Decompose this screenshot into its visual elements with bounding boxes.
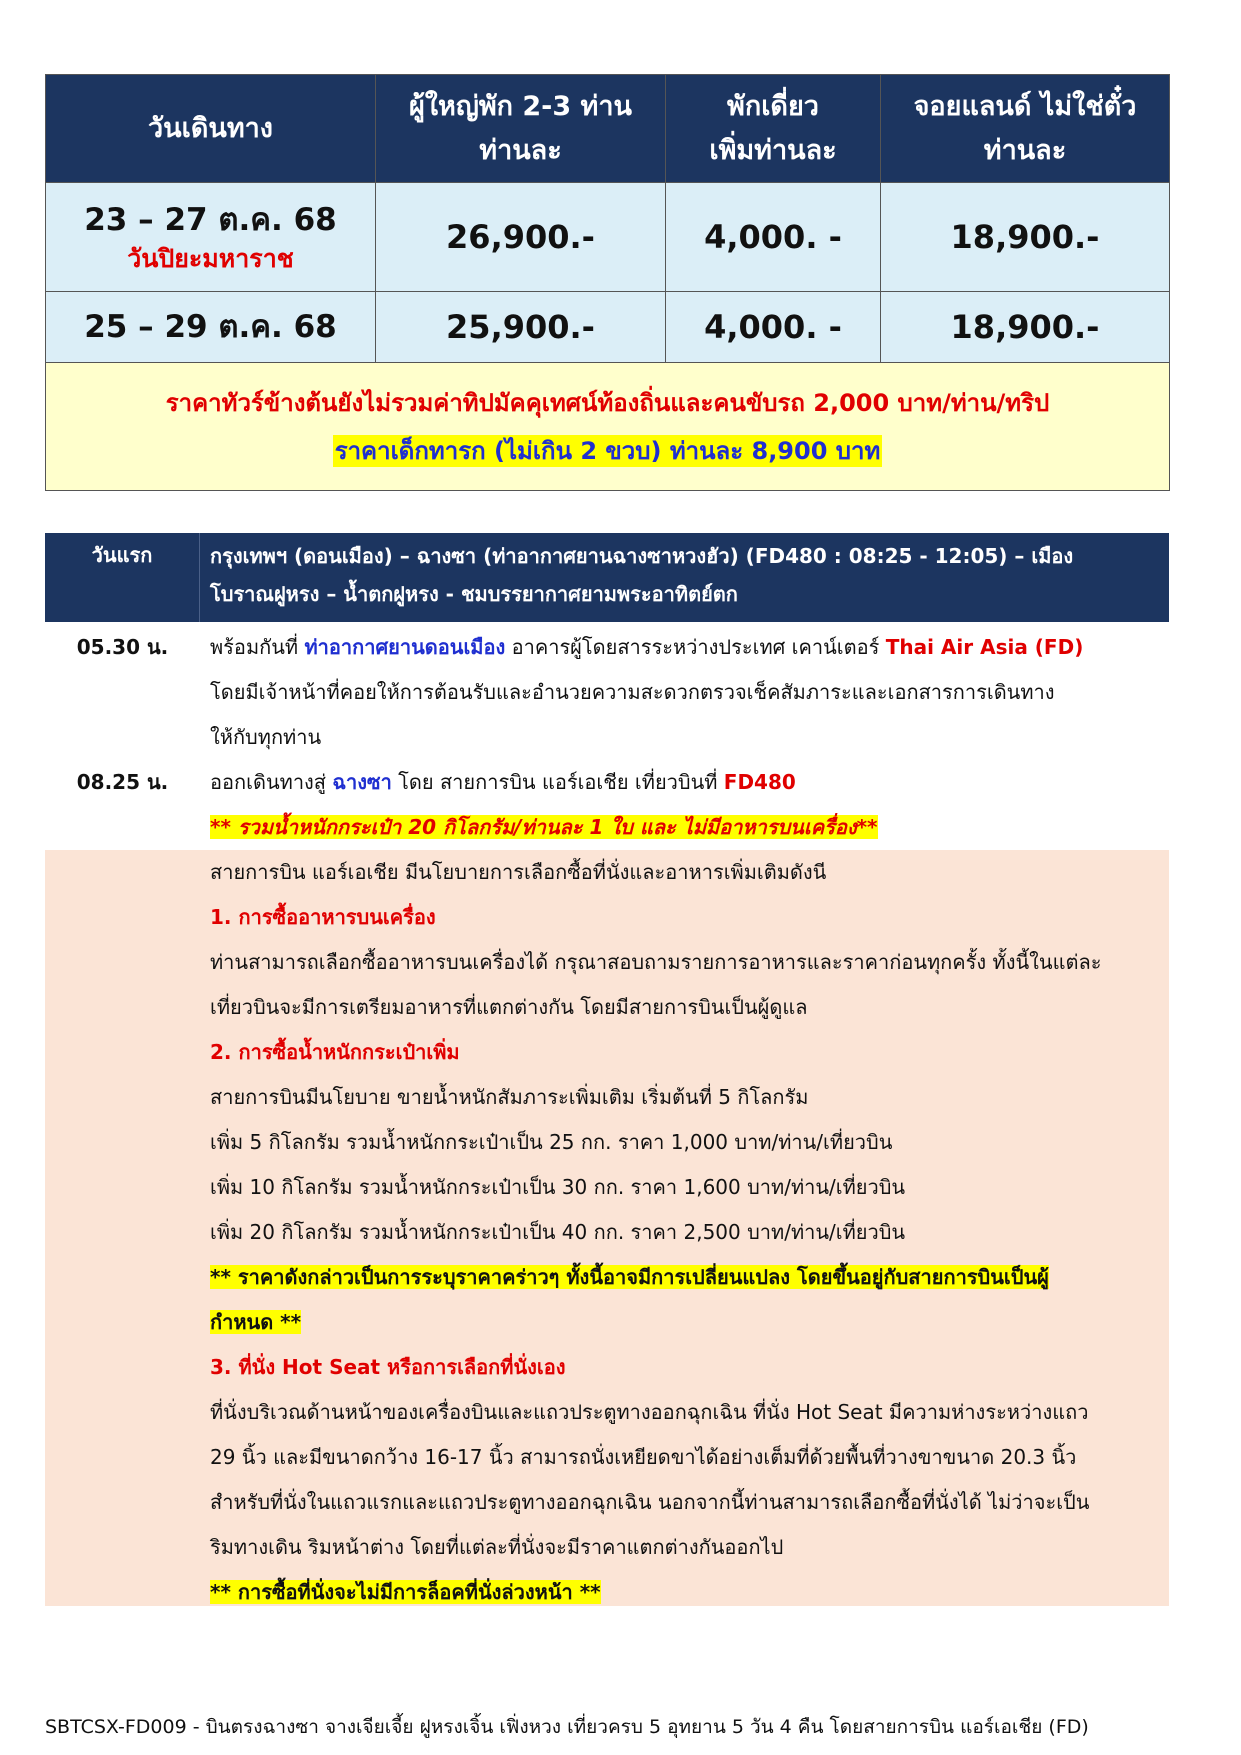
flight-number: FD480 — [723, 770, 796, 794]
seat-note: ** การซื้อที่นั่งจะไม่มีการล็อคที่นั่งล่วงหน้า ** — [210, 1580, 601, 1604]
time-label: 08.25 น. — [76, 770, 169, 794]
header-date: วันเดินทาง — [46, 75, 376, 183]
policy-heading: 1. การซื้ออาหารบนเครื่อง — [210, 905, 436, 929]
joinland-price: 18,900.- — [881, 183, 1170, 292]
holiday-label: วันปิยะมหาราช — [127, 244, 294, 273]
travel-date: 25 – 29 ต.ค. 68 — [46, 292, 376, 363]
day1-timeline — [45, 625, 1169, 850]
price-header-row — [46, 75, 1170, 183]
policy-text: สายการบิน แอร์เอเชีย มีนโยบายการเลือกซื้อที่นั่งและอาหารเพิ่มเติมดังนี 1. การซื้ออาหารบนเครื่อง ท่านสามารถเลือกซื้ออาหารบนเครื่องได้ กรุณาสอบถามรายการอาหารและราคาก่อนทุกครั้ง ทั้งนี้ในแต่ละ เที่ยวบินจะมีการเตรียมอาหารที่แตกต่างกัน โดยมีสายการบินเป็นผู้ดูแล 2. การซื้อน้ำหนักกระเป๋าเพิ่ม สายการบินมีนโยบาย ขายน้ำหนักสัมภาระเพิ่มเติม เริ่มต้นที่ 5 กิโลกรัม เพิ่ม 5 กิโลกรัม รวมน้ำหนักกระเป๋าเป็น 25 กก. ราคา 1,000 บาท/ท่าน/เที่ยวบิน เพิ่ม 10 กิโลกรัม รวมน้ำหนักกระเป๋าเป็น 30 กก. ราคา 1,600 บาท/ท่าน/เที่ยวบิน เพิ่ม 20 กิโลกรัม รวมน้ำหนักกระเป๋าเป็น 40 กก. ราคา 2,500 บาท/ท่าน/เที่ยวบิน ** ราคาดังกล่าวเป็นการระบุราคาคร่าวๆ ทั้งนี้อาจมีการเปลี่ยนแปลง โดยขึ้นอยู่กับสายการบินเป็นผู้ กำหนด ** 3. ที่นั่ง Hot Seat หรือการเลือกที่นั่งเอง ที่นั่งบริเวณด้านหน้าของเครื่องบินและแถวประตูทางออกฉุกเฉิน ที่นั่ง Hot Seat มีความห่างระหว่างแถว 29 นิ้ว และมีขนาดกว้าง 16-17 นิ้ว สามารถนั่งเหยียดขาได้อย่างเต็มที่ด้วยพื้นที่วางขาขนาด 20.3 นิ้ว สำหรับที่นั่งในแถวแรกและแถวประตูทางออกฉุกเฉิน นอกจากนี้ท่านสามารถเลือกซื้อที่นั่งได้ ไม่ว่าจะเป็น ริมทางเดิน ริมหน้าต่าง โดยที่แต่ละที่นั่งจะมีราคาแตกต่างกันออกไป ** การซื้อที่นั่งจะไม่มีการล็อคที่นั่งล่วงหน้า ** — [210, 850, 1160, 1615]
baggage-note: ** รวมน้ำหนักกระเป๋า 20 กิโลกรัม/ท่านละ 1 ใบ และ ไม่มีอาหารบนเครื่อง** — [210, 815, 878, 839]
day-label: วันแรก — [45, 533, 200, 622]
airport-name: ท่าอากาศยานดอนเมือง — [304, 635, 506, 659]
single-supplement: 4,000. - — [666, 183, 881, 292]
adult-price: 26,900.- — [376, 183, 666, 292]
price-note-row — [46, 363, 1170, 491]
timeline-row — [45, 760, 1169, 850]
page-footer: SBTCSX-FD009 - บินตรงฉางซา จางเจียเจี้ย ฝูหรงเจิ้น เฟิ่งหวง เที่ยวครบ 5 อุทยาน 5 วัน 4 คืน โดยสายการบิน แอร์เอเชีย (FD) — [45, 1716, 1089, 1738]
policy-heading: 2. การซื้อน้ำหนักกระเป๋าเพิ่ม — [210, 1040, 460, 1064]
infant-price-note: ราคาเด็กทารก (ไม่เกิน 2 ขวบ) ท่านละ 8,900 บาท — [334, 436, 881, 465]
price-note-cell — [46, 363, 1170, 491]
airline-name: Thai Air Asia (FD) — [885, 635, 1084, 659]
tip-note: ราคาทัวร์ข้างต้นยังไม่รวมค่าทิปมัคคุเทศน์ท้องถิ่นและคนขับรถ 2,000 บาท/ท่าน/ทริป — [165, 388, 1050, 417]
header-joinland: จอยแลนด์ ไม่ใช่ตั๋ว ท่านละ — [881, 75, 1170, 183]
day1-header — [45, 533, 1169, 622]
policy-heading: 3. ที่นั่ง Hot Seat หรือการเลือกที่นั่งเอง — [210, 1355, 566, 1379]
price-disclaimer: กำหนด ** — [210, 1310, 302, 1334]
travel-date: 23 – 27 ต.ค. 68 — [84, 202, 337, 238]
single-supplement: 4,000. - — [666, 292, 881, 363]
price-disclaimer: ** ราคาดังกล่าวเป็นการระบุราคาคร่าวๆ ทั้งนี้อาจมีการเปลี่ยนแปลง โดยขึ้นอยู่กับสายการบินเป็นผู้ — [210, 1265, 1049, 1289]
price-row — [46, 292, 1170, 363]
day-title-line: กรุงเทพฯ (ดอนเมือง) – ฉางซา (ท่าอากาศยานฉางซาหวงฮัว) (FD480 : 08:25 - 12:05) – เมือง — [210, 544, 1074, 568]
header-adult: ผู้ใหญ่พัก 2-3 ท่าน ท่านละ — [376, 75, 666, 183]
price-row — [46, 183, 1170, 292]
timeline-row — [45, 625, 1169, 760]
timeline-text: ออกเดินทางสู่ ฉางซา โดย สายการบิน แอร์เอเชีย เที่ยวบินที่ FD480 ** รวมน้ำหนักกระเป๋า 20 กิโลกรัม/ท่านละ 1 ใบ และ ไม่มีอาหารบนเครื่อง** — [210, 770, 878, 839]
timeline-text: พร้อมกันที่ ท่าอากาศยานดอนเมือง อาคารผู้โดยสารระหว่างประเทศ เคาน์เตอร์ Thai Air Asia (FD) โดยมีเจ้าหน้าที่คอยให้การต้อนรับและอำนวยความสะดวกตรวจเช็คสัมภาระและเอกสารการเดินทาง ให้กับทุกท่าน — [210, 635, 1084, 749]
day-title-line: โบราณฝูหรง – น้ำตกฝูหรง - ชมบรรยากาศยามพระอาทิตย์ตก — [210, 582, 738, 606]
day-title — [210, 537, 1155, 613]
header-single: พักเดี่ยว เพิ่มท่านละ — [666, 75, 881, 183]
travel-date-cell — [46, 183, 376, 292]
airline-policy-section — [45, 850, 1169, 1606]
joinland-price: 18,900.- — [881, 292, 1170, 363]
price-table — [45, 74, 1170, 491]
time-label: 05.30 น. — [76, 635, 169, 659]
policy-intro: สายการบิน แอร์เอเชีย มีนโยบายการเลือกซื้อที่นั่งและอาหารเพิ่มเติมดังนี — [210, 860, 827, 884]
adult-price: 25,900.- — [376, 292, 666, 363]
city-name: ฉางซา — [332, 770, 392, 794]
